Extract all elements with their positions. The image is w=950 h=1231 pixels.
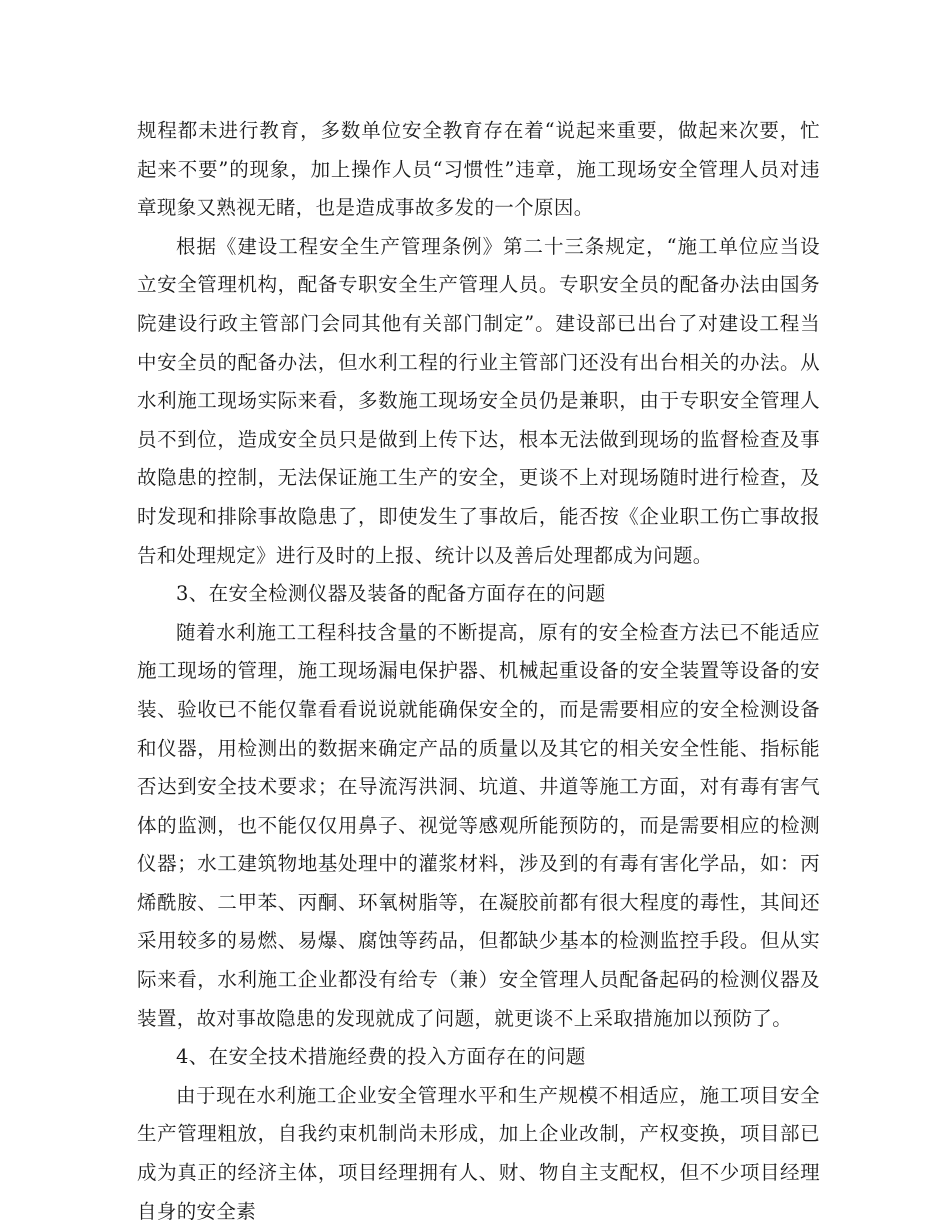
paragraph-2: 根据《建设工程安全生产管理条例》第二十三条规定，“施工单位应当设立安全管理机构，配备专职安全生产管理人员。专职安全员的配备办法由国务院建设行政主管部门会同其他有关部门制定”。建设部已出台了对建设工程当中安全员的配备办法，但水利工程的行业主管部门还没有出台相关的办法。从水利施工现场实际来看，多数施工现场安全员仍是兼职，由于专职安全管理人员不到位，造成安全员只是做到上传下达，根本无法做到现场的监督检查及事故隐患的控制，无法保证施工生产的安全，更谈不上对现场随时进行检查，及时发现和排除事故隐患了，即使发生了事故后，能否按《企业职工伤亡事故报告和处理规定》进行及时的上报、统计以及善后处理都成为问题。 — [137, 234, 820, 567]
section-heading-3: 3、在安全检测仪器及装备的配备方面存在的问题 — [176, 582, 606, 606]
paragraph-1: 规程都未进行教育，多数单位安全教育存在着“说起来重要，做起来次要，忙起来不要”的现象，加上操作人员“习惯性”违章，施工现场安全管理人员对违章现象又熟视无睹，也是造成事故多发的一个原因。 — [137, 119, 820, 220]
document-body — [137, 112, 820, 1231]
paragraph-4: 由于现在水利施工企业安全管理水平和生产规模不相适应，施工项目安全生产管理粗放，自我约束机制尚未形成，加上企业改制，产权变换，项目部已成为真正的经济主体，项目经理拥有人、财、物自主支配权，但不少项目经理自身的安全素 — [137, 1083, 820, 1223]
section-heading-4: 4、在安全技术措施经费的投入方面存在的问题 — [176, 1045, 586, 1069]
paragraph-3: 随着水利施工工程科技含量的不断提高，原有的安全检查方法已不能适应施工现场的管理，施工现场漏电保护器、机械起重设备的安全装置等设备的安装、验收已不能仅靠看看说说就能确保安全的，而是需要相应的安全检测设备和仪器，用检测出的数据来确定产品的质量以及其它的相关安全性能、指标能否达到安全技术要求；在导流泻洪洞、坑道、井道等施工方面，对有毒有害气体的监测，也不能仅仅用鼻子、视觉等感观所能预防的，而是需要相应的检测仪器；水工建筑物地基处理中的灌浆材料，涉及到的有毒有害化学品，如：丙烯酰胺、二甲苯、丙酮、环氧树脂等，在凝胶前都有很大程度的毒性，其间还采用较多的易燃、易爆、腐蚀等药品，但都缺少基本的检测监控手段。但从实际来看，水利施工企业都没有给专（兼）安全管理人员配备起码的检测仪器及装置，故对事故隐患的发现就成了问题，就更谈不上采取措施加以预防了。 — [137, 620, 820, 1030]
